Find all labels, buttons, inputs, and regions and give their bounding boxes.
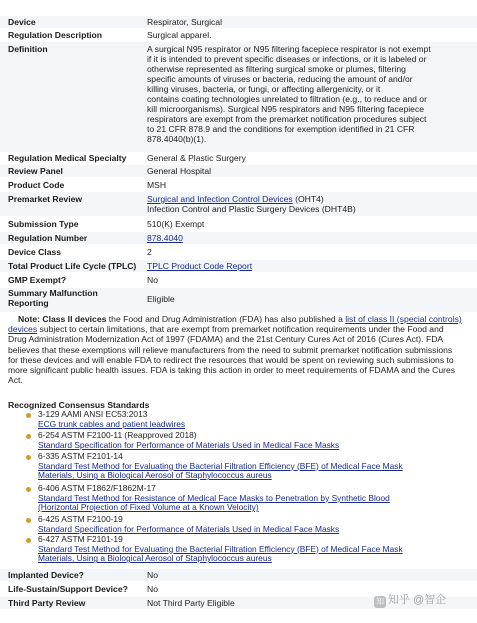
device-label: Device <box>8 17 36 27</box>
definition-label: Definition <box>8 44 48 54</box>
row-submission-type <box>0 218 477 230</box>
standard-item <box>38 515 457 534</box>
standard-item <box>38 431 457 450</box>
standard-code: 6-425 ASTM F2100-19 <box>38 514 123 524</box>
regulation-number-value <box>147 233 463 243</box>
standards-title: Recognized Consensus Standards <box>8 400 150 410</box>
row-device <box>0 16 477 28</box>
bullet-icon <box>26 413 31 418</box>
bullet-icon <box>26 434 31 439</box>
row-premarket-review <box>0 192 477 216</box>
regulation-number-label: Regulation Number <box>8 233 88 243</box>
regulation-description-label: Regulation Description <box>8 30 103 40</box>
standard-link[interactable]: Standard Test Method for Resistance of Medical Face Masks to Penetration by Synthetic Blood (Horizontal Projection of Fixed Volume at a Known Velocity) <box>38 492 390 513</box>
tplc-report-link[interactable]: TPLC Product Code Report <box>147 261 253 271</box>
tplc-value <box>147 261 463 271</box>
standard-code: 6-335 ASTM F2101-14 <box>38 451 123 461</box>
device-class-value: 2 <box>147 247 152 257</box>
row-summary-malfunction <box>0 288 477 312</box>
review-panel-value: General Hospital <box>147 166 212 176</box>
note-prefix: Note: <box>18 314 43 324</box>
standard-code: 3-129 AAMI ANSI EC53:2013 <box>38 409 148 419</box>
product-code-value: MSH <box>147 180 167 190</box>
premarket-review-value <box>147 194 463 214</box>
premarket-review-line2: Infection Control and Plastic Surgery Devices (DHT4B) <box>147 204 356 214</box>
implanted-value: No <box>147 570 158 580</box>
row-tplc <box>0 260 477 272</box>
standard-item <box>38 535 457 564</box>
standard-link[interactable]: ECG trunk cables and patient leadwires <box>38 418 186 429</box>
row-medical-specialty <box>0 152 477 164</box>
medical-specialty-label: Regulation Medical Specialty <box>8 153 127 163</box>
row-implanted <box>0 569 477 581</box>
summary-malfunction-label: Summary Malfunction Reporting <box>8 288 98 308</box>
row-gmp-exempt <box>0 274 477 286</box>
third-party-value: Not Third Party Eligible <box>147 598 235 608</box>
device-class-label: Device Class <box>8 247 62 257</box>
class-ii-note <box>8 314 463 385</box>
bullet-icon <box>26 487 31 492</box>
definition-value: A surgical N95 respirator or N95 filtering facepiece respirator is not exempt if it is intended to prevent specific diseases or infections, or it is labeled or otherwise represented as filtering surgical smoke or plumes, filtering specific amounts of viruses or bacteria, reducing the amount of and/or killing viruses, bacteria, or fungi, or affecting allergenicity, or it contains coating technologies unrelated to filtration (e.g., to reduce and or kill microorganisms). Surgical N95 respirators and N95 filtering facepiece respirators are exempt from the premarket notification procedures subject to 21 CFR 878.9 and the conditions for exemption identified in 21 CFR 878.4040(b)(1). <box>147 44 431 144</box>
standard-item <box>38 484 457 513</box>
row-product-code <box>0 179 477 191</box>
life-sustain-label: Life-Sustain/Support Device? <box>8 584 128 594</box>
class-ii-list-link[interactable]: list of class II (special controls) devices <box>8 314 462 335</box>
bullet-icon <box>26 518 31 523</box>
row-regulation-number <box>0 232 477 244</box>
regulation-number-link[interactable]: 878.4040 <box>147 233 183 243</box>
submission-type-value: 510(K) Exempt <box>147 219 205 229</box>
standard-code: 6-427 ASTM F2101-19 <box>38 534 123 544</box>
standard-link[interactable]: Standard Test Method for Evaluating the Bacterial Filtration Efficiency (BFE) of Medical Face Mask Materials, Using a Biological Aerosol of Staphylococcus aureus <box>38 460 403 481</box>
premarket-review-link[interactable]: Surgical and Infection Control Devices <box>147 194 293 204</box>
standard-link[interactable]: Standard Specification for Performance of Materials Used in Medical Face Masks <box>38 439 340 450</box>
standard-item <box>38 410 457 429</box>
tplc-label: Total Product Life Cycle (TPLC) <box>8 261 137 271</box>
watermark-text: 知乎 @智企 <box>388 594 447 606</box>
summary-malfunction-value: Eligible <box>147 294 175 304</box>
note-text1: the Food and Drug Administration (FDA) has also published a <box>106 314 346 324</box>
life-sustain-value: No <box>147 584 158 594</box>
standard-item <box>38 452 457 481</box>
standard-link[interactable]: Standard Test Method for Evaluating the Bacterial Filtration Efficiency (BFE) of Medical Face Mask Materials, Using a Biological Aerosol of Staphylococcus aureus <box>38 543 403 564</box>
note-text2: subject to certain limitations, that are exempt from premarket notification requirements under the Food and Drug Administration Modernization Act of 1997 (FDAMA) and the 21st Century Cures Act of 2016 (Cures Act). FDA believes that these exemptions will relieve manufacturers from the need to submit premarket notification submissions for these devices and will enable FDA to redirect the resources that would be spent on reviewing such submissions to more significant public health issues. FDA is taking this action in order to meet requirements of FDAMA and the Cures Act. <box>8 324 456 386</box>
row-definition <box>0 42 477 152</box>
zhihu-icon: 知 <box>376 597 384 606</box>
row-regulation-description <box>0 29 477 41</box>
implanted-label: Implanted Device? <box>8 570 84 580</box>
device-value: Respirator, Surgical <box>147 17 222 27</box>
standard-code: 6-254 ASTM F2100-11 (Reapproved 2018) <box>38 430 197 440</box>
gmp-exempt-label: GMP Exempt? <box>8 275 67 285</box>
row-device-class <box>0 246 477 258</box>
third-party-label: Third Party Review <box>8 598 86 608</box>
gmp-exempt-value: No <box>147 275 158 285</box>
bullet-icon <box>26 455 31 460</box>
note-bold: Class II devices <box>42 314 107 324</box>
bullet-icon <box>26 538 31 543</box>
premarket-review-link-suffix: (OHT4) <box>292 194 324 204</box>
submission-type-label: Submission Type <box>8 219 79 229</box>
standard-code: 6-406 ASTM F1862/F1862M-17 <box>38 483 156 493</box>
medical-specialty-value: General & Plastic Surgery <box>147 153 246 163</box>
review-panel-label: Review Panel <box>8 166 63 176</box>
standard-link[interactable]: Standard Specification for Performance of Materials Used in Medical Face Masks <box>38 523 340 534</box>
watermark <box>374 594 446 608</box>
premarket-review-label: Premarket Review <box>8 194 83 204</box>
regulation-description-value: Surgical apparel. <box>147 30 212 40</box>
product-code-label: Product Code <box>8 180 65 190</box>
row-review-panel <box>0 165 477 177</box>
